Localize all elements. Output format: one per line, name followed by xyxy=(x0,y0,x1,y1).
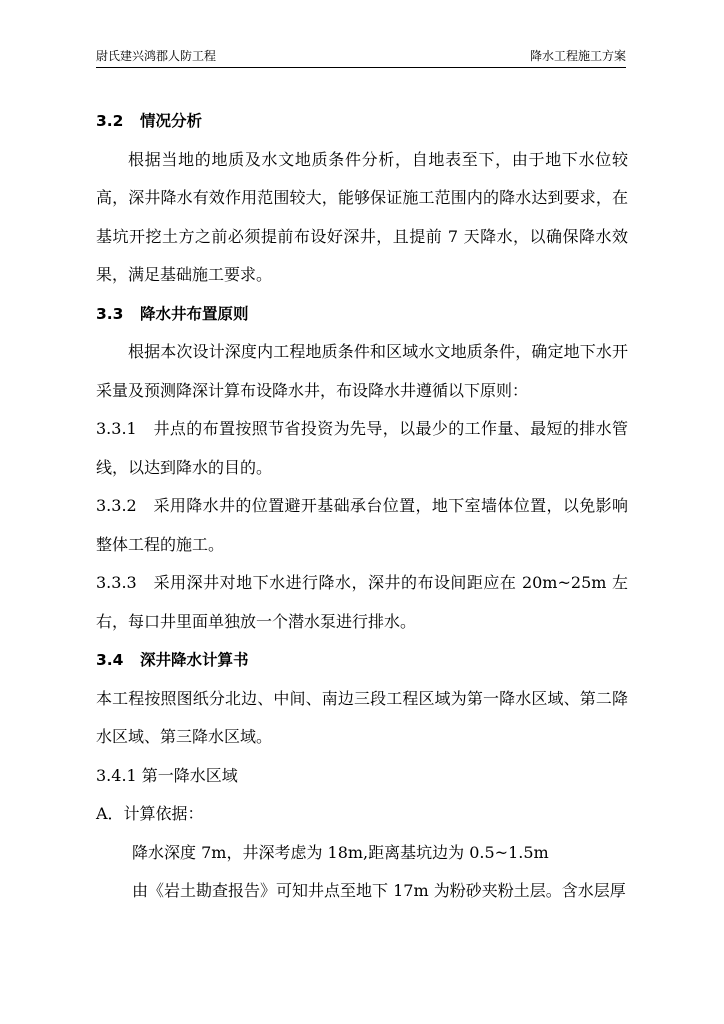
section-number: 3.4 xyxy=(96,651,124,669)
paragraph-3-3-1: 3.3.1 井点的布置按照节省投资为先导，以最少的工作量、最短的排水管线，以达到降水的目的。 xyxy=(96,419,628,477)
paragraph-geotech-report: 由《岩土勘查报告》可知井点至地下 17m 为粉砂夹粉土层。含水层厚 xyxy=(132,881,626,900)
header-project-name: 尉氏建兴鸿郡人防工程 xyxy=(96,49,217,63)
paragraph-3-3-2: 3.3.2 采用降水井的位置避开基础承台位置，地下室墙体位置，以免影响整体工程的施工。 xyxy=(96,496,628,554)
section-heading-3-2 xyxy=(96,102,628,141)
paragraph-calc-basis: A．计算依据： xyxy=(96,804,204,823)
paragraph-dewatering-depth: 降水深度 7m，井深考虑为 18m,距离基坑边为 0.5~1.5m xyxy=(132,842,549,862)
paragraph-well-layout-intro: 根据本次设计深度内工程地质条件和区域水文地质条件，确定地下水开采量及预测降深计算布设降水井，布设降水井遵循以下原则： xyxy=(96,342,628,400)
section-heading-3-4 xyxy=(96,641,628,680)
section-heading-3-3 xyxy=(96,295,628,334)
paragraph-situation-analysis: 根据当地的地质及水文地质条件分析，自地表至下，由于地下水位较高，深井降水有效作用范围较大，能够保证施工范围内的降水达到要求，在基坑开挖土方之前必须提前布设好深井，且提前 7 天降水，以确保降水效果，满足基础施工要求。 xyxy=(96,149,628,284)
header-divider xyxy=(96,67,626,68)
section-title: 深井降水计算书 xyxy=(140,651,249,669)
document-body xyxy=(96,102,628,911)
section-number: 3.3 xyxy=(96,304,124,323)
paragraph-zones: 本工程按照图纸分北边、中间、南边三段工程区域为第一降水区域、第二降水区域、第三降水区域。 xyxy=(96,688,628,746)
paragraph-3-3-3: 3.3.3 采用深井对地下水进行降水，深井的布设间距应在 20m~25m 左右，每口井里面单独放一个潜水泵进行排水。 xyxy=(96,573,628,631)
section-title: 情况分析 xyxy=(140,112,203,130)
header-document-title: 降水工程施工方案 xyxy=(529,49,626,63)
subsection-3-4-1: 3.4.1 第一降水区域 xyxy=(96,765,238,785)
section-title: 降水井布置原则 xyxy=(140,304,249,323)
section-number: 3.2 xyxy=(96,112,124,130)
